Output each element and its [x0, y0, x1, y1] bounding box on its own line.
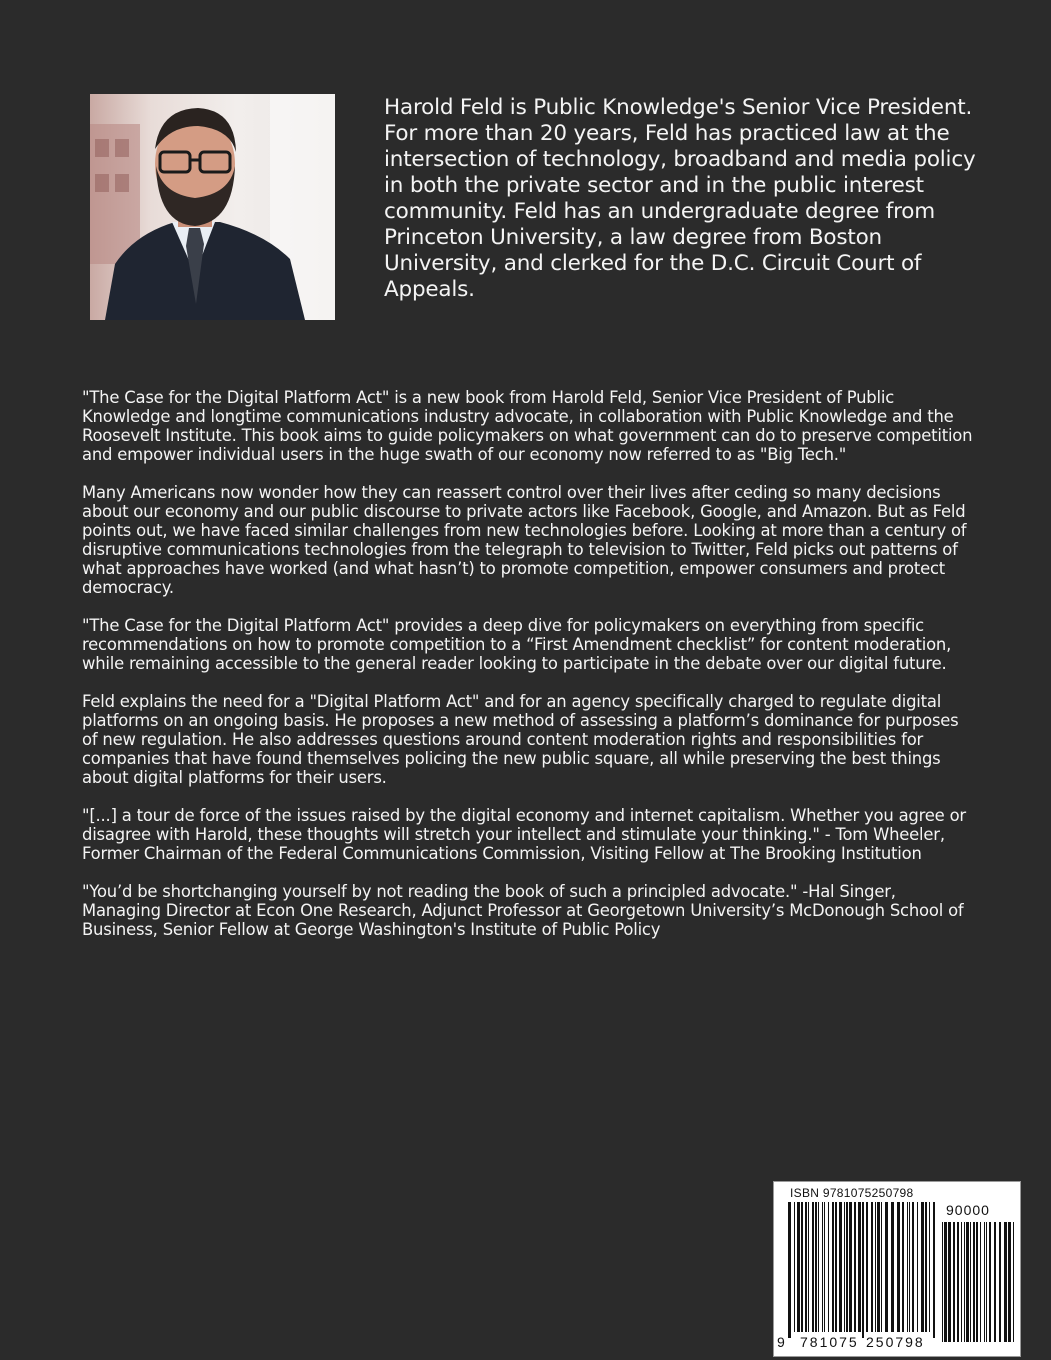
- barcode-bar: [844, 1202, 845, 1332]
- barcode-bar: [921, 1202, 924, 1332]
- review-quote: "[...] a tour de force of the issues raised by the digital economy and internet capitalism. Whether you agree or disagree with Harold, these thoughts will stretch your intellect and stimulate your thinking." - Tom Wheeler, Former Chairman of the Federal Communications Commission, Visiting Fellow at The Brooking Institution: [82, 806, 966, 863]
- barcode-bar: [871, 1202, 873, 1332]
- barcode-bar: [970, 1222, 971, 1342]
- barcode-bar: [858, 1202, 861, 1332]
- author-bio: Harold Feld is Public Knowledge's Senior Vice President. For more than 20 years, Feld has practiced law at the intersection of technology, broadband and media policy in both the private sector and in the public interest community. Feld has an undergraduate degree from Princeton University, a law degree from Boston University, and clerked for the D.C. Circuit Court of Appeals.: [384, 95, 976, 302]
- barcode-bar: [909, 1202, 910, 1332]
- barcode-bar: [907, 1202, 908, 1332]
- barcode-bar: [805, 1202, 807, 1332]
- barcode-bar: [917, 1202, 918, 1332]
- barcode-bar: [881, 1202, 882, 1332]
- barcode-bar: [812, 1202, 814, 1332]
- barcode-bar: [994, 1222, 996, 1342]
- barcode-bar: [944, 1222, 947, 1342]
- barcode-bar: [897, 1202, 900, 1332]
- barcode-bar: [832, 1202, 834, 1332]
- barcode-bar: [961, 1222, 962, 1342]
- barcode-bar: [933, 1202, 935, 1338]
- barcode-bar: [942, 1222, 943, 1342]
- barcode-bar: [1008, 1222, 1011, 1342]
- barcode-bar: [948, 1222, 951, 1342]
- description-paragraph: "The Case for the Digital Platform Act" provides a deep dive for policymakers on everything from specific recommendations on how to promote competition to a “First Amendment checklist” for content moderation, while remaining accessible to the general reader looking to participate in the debate over our digital future.: [82, 616, 952, 673]
- barcode-bar: [976, 1222, 978, 1342]
- barcode-bar: [984, 1222, 985, 1342]
- description-paragraph: Many Americans now wonder how they can reassert control over their lives after ceding so many decisions about our economy and our public discourse to private actors like Facebook, Google, and Amazon. But as Feld points out, we have faced similar challenges from new technologies before. Looking at more than a century of disruptive communications technologies from the telegraph to television to Twitter, Feld picks out patterns of what approaches have worked (and what hasn’t) to promote competition, empower consumers and protect democracy.: [82, 483, 967, 597]
- barcode-bar: [808, 1202, 809, 1332]
- barcode-bar: [835, 1202, 837, 1332]
- barcode-right-digits: 250798: [866, 1334, 925, 1350]
- barcode-bar: [877, 1202, 880, 1332]
- barcode-bar: [925, 1202, 927, 1332]
- barcode-bar: [862, 1202, 864, 1338]
- barcode-bar: [1004, 1222, 1007, 1342]
- barcode-bar: [966, 1222, 969, 1342]
- barcode-bar: [986, 1222, 987, 1342]
- book-description: [82, 388, 977, 958]
- barcode-bar: [788, 1202, 791, 1338]
- barcode-bar: [818, 1202, 819, 1332]
- barcode-bar: [824, 1202, 825, 1332]
- barcode-first-digit: 9: [777, 1334, 785, 1350]
- barcode-bar: [953, 1222, 955, 1342]
- barcode-bar: [794, 1202, 795, 1332]
- barcode-bar: [828, 1202, 829, 1332]
- barcode-bar: [815, 1202, 817, 1332]
- barcode-bar: [1013, 1222, 1014, 1342]
- barcode-bar: [912, 1202, 914, 1332]
- barcode-bar: [797, 1202, 800, 1332]
- barcode-bar: [891, 1202, 894, 1332]
- barcode-bar: [801, 1202, 803, 1332]
- barcode-bar: [957, 1222, 959, 1342]
- author-photo: [90, 94, 335, 320]
- barcode-bar: [822, 1202, 823, 1332]
- barcode-left-digits: 781075: [800, 1334, 859, 1350]
- barcode-bar: [839, 1202, 842, 1332]
- barcode-bar: [980, 1222, 981, 1342]
- barcode-bar: [885, 1202, 888, 1332]
- barcode-bar: [973, 1222, 975, 1342]
- barcode-bar: [846, 1202, 848, 1332]
- author-portrait-illustration: [90, 94, 335, 320]
- isbn-label: ISBN 9781075250798: [790, 1186, 914, 1200]
- barcode-bar: [902, 1202, 904, 1332]
- barcode-bar: [875, 1202, 876, 1332]
- isbn-barcode: [773, 1181, 1021, 1357]
- barcode-bar: [849, 1202, 852, 1332]
- description-paragraph: Feld explains the need for a "Digital Platform Act" and for an agency specifically charged to regulate digital platforms on an ongoing basis. He proposes a new method of assessing a platform’s dominance for purposes of new regulation. He also addresses questions around content moderation rights and responsibilities for companies that have found themselves policing the new public square, all while preserving the best things about digital platforms for their users.: [82, 692, 959, 787]
- barcode-bar: [854, 1202, 856, 1332]
- barcode-bar: [929, 1202, 930, 1332]
- description-paragraph: "The Case for the Digital Platform Act" is a new book from Harold Feld, Senior Vice President of Public Knowledge and longtime communications industry advocate, in collaboration with Public Knowledge and the Roosevelt Institute. This book aims to guide policymakers on what government can do to preserve competition and empower individual users in the huge swath of our economy now referred to as "Big Tech.": [82, 388, 973, 464]
- barcode-bar: [866, 1202, 868, 1332]
- barcode-bar: [964, 1222, 965, 1342]
- barcode-bar: [999, 1222, 1001, 1342]
- review-quote: "You’d be shortchanging yourself by not reading the book of such a principled advocate." -Hal Singer, Managing Director at Econ One Research, Adjunct Professor at Georgetown University’s McDonough School of Business, Senior Fellow at George Washington's Institute of Public Policy: [82, 882, 964, 939]
- barcode-bar: [989, 1222, 991, 1342]
- barcode-addon-digits: 90000: [946, 1202, 990, 1218]
